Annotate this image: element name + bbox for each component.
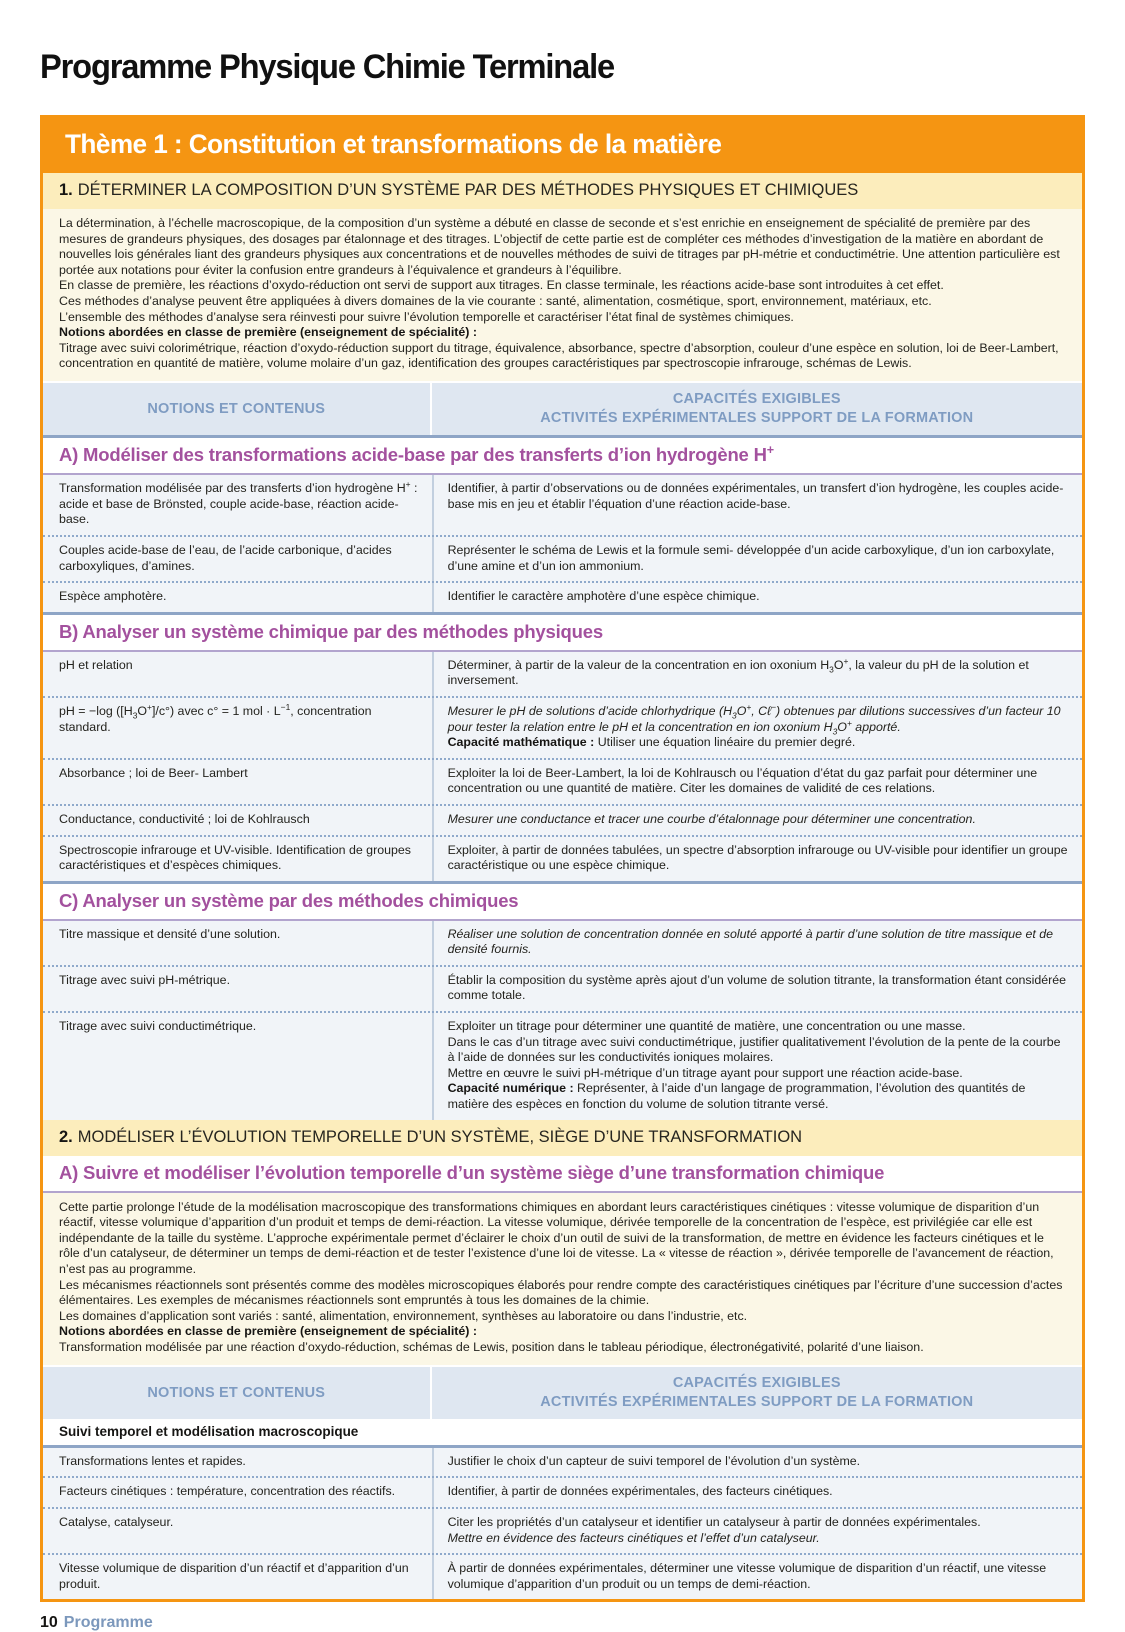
table1-col-header-capacites-line2: ACTIVITÉS EXPÉRIMENTALES SUPPORT DE LA FORMATION — [540, 410, 974, 427]
part2-number: 2. — [59, 1127, 73, 1146]
table2-col-header-capacites-line1: CAPACITÉS EXIGIBLES — [672, 1374, 841, 1391]
notions-cell: Couples acide-base de l’eau, de l’acide carbonique, d’acides carboxyliques, d’amines. — [59, 542, 392, 573]
capacites-cell: Déterminer, à partir de la valeur de la concentration en ion oxonium $H_3O^+$, la valeur du pH de la solution et inversement. — [432, 652, 1082, 696]
notions-cell: Transformations lentes et rapides. — [59, 1453, 246, 1468]
section-b-header: B) Analyser un système chimique par des méthodes physiques — [43, 612, 1082, 652]
table2-col-header-capacites-line2: ACTIVITÉS EXPÉRIMENTALES SUPPORT DE LA FORMATION — [540, 1393, 974, 1410]
table-row — [43, 1507, 1082, 1553]
table-row — [43, 835, 1082, 881]
table-row — [43, 921, 1082, 965]
table-row — [43, 535, 1082, 581]
table1-header-row — [43, 381, 1082, 435]
notions-cell: Vitesse volumique de disparition d’un réactif et d’apparition d’un produit. — [59, 1561, 409, 1591]
section-a-header: A) Modéliser des transformations acide-base par des transferts d’ion hydrogène H+ — [43, 435, 1082, 475]
capacites-cell: Représenter le schéma de Lewis et la formule semi- développée d’un acide carboxylique, d’un ion carboxylate, d’une amine et d’un ion ammonium. — [432, 537, 1082, 581]
table-row — [43, 1553, 1082, 1599]
part1-number: 1. — [59, 181, 73, 199]
page-number: 10 — [40, 1614, 58, 1632]
footer-label: Programme — [63, 1614, 153, 1632]
capacites-cell: Mesurer une conductance et tracer une courbe d’étalonnage pour déterminer une concentration. — [432, 806, 1082, 835]
section-a-rows — [43, 475, 1082, 612]
table2-header-row — [43, 1365, 1082, 1419]
table-row — [43, 652, 1082, 696]
theme-banner — [43, 118, 1082, 173]
capacites-cell: Identifier, à partir d’observations ou de données expérimentales, un transfert d’ion hydrogène, les couples acide-base mis en jeu et établir l’équation d’une réaction acide-base. — [432, 475, 1082, 535]
notions-cell: Catalyse, catalyseur. — [59, 1515, 174, 1529]
notions-cell: Titre massique et densité d’une solution. — [59, 926, 281, 941]
notions-cell: Conductance, conductivité ; loi de Kohlrausch — [59, 811, 310, 826]
table-row — [43, 1448, 1082, 1477]
table-row — [43, 758, 1082, 804]
notions-cell: Titrage avec suivi pH-métrique. — [59, 972, 231, 987]
table-row — [43, 1476, 1082, 1507]
capacites-cell: Identifier, à partir de données expérimentales, des facteurs cinétiques. — [432, 1478, 1082, 1507]
table1-col-header-notions: NOTIONS ET CONTENUS — [43, 383, 432, 435]
capacites-cell: Réaliser une solution de concentration donnée en soluté apporté à partir d’une solution de titre massique et de densité fournis. — [432, 921, 1082, 965]
capacites-cell: Établir la composition du système après ajout d’un volume de solution titrante, la transformation étant considérée comme totale. — [432, 967, 1082, 1011]
table2-col-header-notions: NOTIONS ET CONTENUS — [43, 1367, 432, 1419]
notions-cell: Transformation modélisée par des transferts d’ion hydrogène H+ : acide et base de Brönsted, couple acide-base, réaction acide-base. — [59, 479, 418, 527]
capacites-cell: Citer les propriétés d’un catalyseur et identifier un catalyseur à partir de données expérimentales. Mettre en évidence des facteurs cinétiques et l’effet d’un catalyseur. — [432, 1509, 1082, 1553]
table2-col-header-capacites — [432, 1367, 1082, 1419]
capacites-cell: Justifier le choix d’un capteur de suivi temporel de l’évolution d’un système. — [432, 1448, 1082, 1477]
table1-col-header-capacites-line1: CAPACITÉS EXIGIBLES — [672, 390, 841, 407]
capacites-cell: À partir de données expérimentales, déterminer une vitesse volumique de disparition d’un réactif, une vitesse volumique d’apparition d’un produit ou un temps de demi-réaction. — [432, 1555, 1082, 1599]
part2-heading-band — [43, 1120, 1082, 1156]
part2-subheading: Suivi temporel et modélisation macroscopique — [43, 1419, 1082, 1448]
capacites-cell: Exploiter un titrage pour déterminer une quantité de matière, une concentration ou une masse. Dans le cas d’un titrage avec suivi conductimétrique, justifier qualitativement l’évolution de la pente de la courbe à l’aide de données sur les conductivités ioniques molaires. Mettre en œuvre le suivi pH-métrique d’un titrage ayant pour support une réaction acide-base. Capacité numérique : Représenter, à l’aide d’un langage de programmation, l’évolution des quantités de matière des espèces en fonction du volume de solution titrante versé. — [432, 1013, 1082, 1120]
section-c-header: C) Analyser un système par des méthodes chimiques — [43, 881, 1082, 921]
page-footer — [40, 1614, 1085, 1632]
part2-intro-text: Cette partie prolonge l’étude de la modélisation macroscopique des transformations chimiques en abordant leurs caractéristiques cinétiques : vitesse volumique de disparition d’un réactif, vitesse volumique d’apparition d’un produit et temps de demi-réaction. La vitesse volumique, dérivée temporelle de la concentration de l’espèce, est privilégiée car elle est indépendante de la taille du système. L’approche expérimentale permet d’éclairer le choix d’un outil de suivi de la transformation, de mettre en évidence les facteurs cinétiques et le rôle d’un catalyseur, de déterminer un temps de demi-réaction et de tester l’existence d’une loi de vitesse. La « vitesse de réaction », dérivée temporelle de l’avancement de réaction, n’est pas au programme. Les mécanismes réactionnels sont présentés comme des modèles microscopiques élaborés pour rendre compte des caractéristiques cinétiques par l’écriture d’une succession d’actes élémentaires. Les exemples de mécanismes réactionnels sont empruntés à tous les domaines de la chimie. Les domaines d’application sont variés : santé, alimentation, environnement, synthèses au laboratoire ou dans l’industrie, etc. Notions abordées en classe de première (enseignement de spécialité) : Transformation modélisée par une réaction d’oxydo-réduction, schémas de Lewis, position dans le tableau périodique, électronégativité, polarité d’une liaison. — [43, 1193, 1082, 1365]
capacites-cell: Identifier le caractère amphotère d’une espèce chimique. — [432, 583, 1082, 612]
section-a2-header: A) Suivre et modéliser l’évolution temporelle d’un système siège d’une transformation chimique — [43, 1156, 1082, 1193]
theme-frame — [40, 115, 1085, 1602]
notions-cell: Titrage avec suivi conductimétrique. — [59, 1019, 257, 1034]
table-row — [43, 804, 1082, 835]
part1-heading-band — [43, 173, 1082, 209]
section-b-rows — [43, 652, 1082, 881]
theme-banner-title: Thème 1 : Constitution et transformations de la matière — [65, 129, 722, 159]
notions-cell: Espèce amphotère. — [59, 589, 167, 604]
notions-cell: Facteurs cinétiques : température, concentration des réactifs. — [59, 1484, 396, 1499]
table-row — [43, 581, 1082, 612]
notions-cell: Absorbance ; loi de Beer- Lambert — [59, 765, 248, 780]
part2-heading-text: MODÉLISER L’ÉVOLUTION TEMPORELLE D’UN SYSTÈME, SIÈGE D’UNE TRANSFORMATION — [77, 1127, 803, 1146]
notions-cell: Spectroscopie infrarouge et UV-visible. Identification de groupes caractéristiques et d’espèces chimiques. — [59, 842, 411, 873]
part1-heading-text: DÉTERMINER LA COMPOSITION D’UN SYSTÈME PAR DES MÉTHODES PHYSIQUES ET CHIMIQUES — [77, 181, 859, 199]
table1-col-header-capacites — [432, 383, 1082, 435]
capacites-cell: Exploiter la loi de Beer-Lambert, la loi de Kohlrausch ou l’équation d’état du gaz parfait pour déterminer une concentration ou une quantité de matière. Citer les domaines de validité de ces relations. — [432, 760, 1082, 804]
part1-intro-text: La détermination, à l’échelle macroscopique, de la composition d’un système a débuté en classe de seconde et s’est enrichie en enseignement de spécialité de première par des mesures de grandeurs physiques, des dosages par étalonnage et des titrages. L’objectif de cette partie est de compléter ces méthodes d’investigation de la matière en abordant de nouvelles lois générales liant des grandeurs physiques aux concentrations et de nouvelles méthodes de suivi de titrages par pH-métrie et conductimétrie. Une attention particulière est portée aux notations pour éviter la confusion entre grandeurs à l’équivalence et grandeurs à l’équilibre. En classe de première, les réactions d’oxydo-réduction ont servi de support aux titrages. En classe terminale, les réactions acide-base sont introduites à cet effet. Ces méthodes d’analyse peuvent être appliquées à divers domaines de la vie courante : santé, alimentation, cosmétique, sport, environnement, matériaux, etc. L’ensemble des méthodes d’analyse sera réinvesti pour suivre l’évolution temporelle et caractériser l’état final de systèmes chimiques. Notions abordées en classe de première (enseignement de spécialité) : Titrage avec suivi colorimétrique, réaction d’oxydo-réduction support du titrage, équivalence, absorbance, spectre d’absorption, couleur d’une espèce en solution, loi de Beer-Lambert, concentration en quantité de matière, volume molaire d’un gaz, identification des groupes caractéristiques par spectroscopie infrarouge, schémas de Lewis. — [43, 209, 1082, 381]
capacites-cell: Exploiter, à partir de données tabulées, un spectre d’absorption infrarouge ou UV-visible pour identifier un groupe caractéristique ou une espèce chimique. — [432, 837, 1082, 881]
capacites-cell: Mesurer le pH de solutions d’acide chlorhydrique ($H_3O^+$, Cℓ−) obtenues par dilutions successives d’un facteur 10 pour tester la relation entre le pH et la concentration en ion oxonium $H_3O^+$ apporté. Capacité mathématique : Utiliser une équation linéaire du premier degré. — [432, 698, 1082, 758]
table-row — [43, 475, 1082, 535]
table-row — [43, 965, 1082, 1011]
notions-cell: pH et relation — [59, 657, 133, 672]
table-row — [43, 1011, 1082, 1120]
section-c-rows — [43, 921, 1082, 1120]
table-row — [43, 696, 1082, 758]
page-title: Programme Physique Chimie Terminale — [40, 48, 615, 86]
notions-cell: pH = −log $([H_3O^+]/c^\circ)$ avec c° = 1 mol · $L^{-1}$, concentration standard. — [59, 701, 372, 734]
part2-rows — [43, 1448, 1082, 1600]
